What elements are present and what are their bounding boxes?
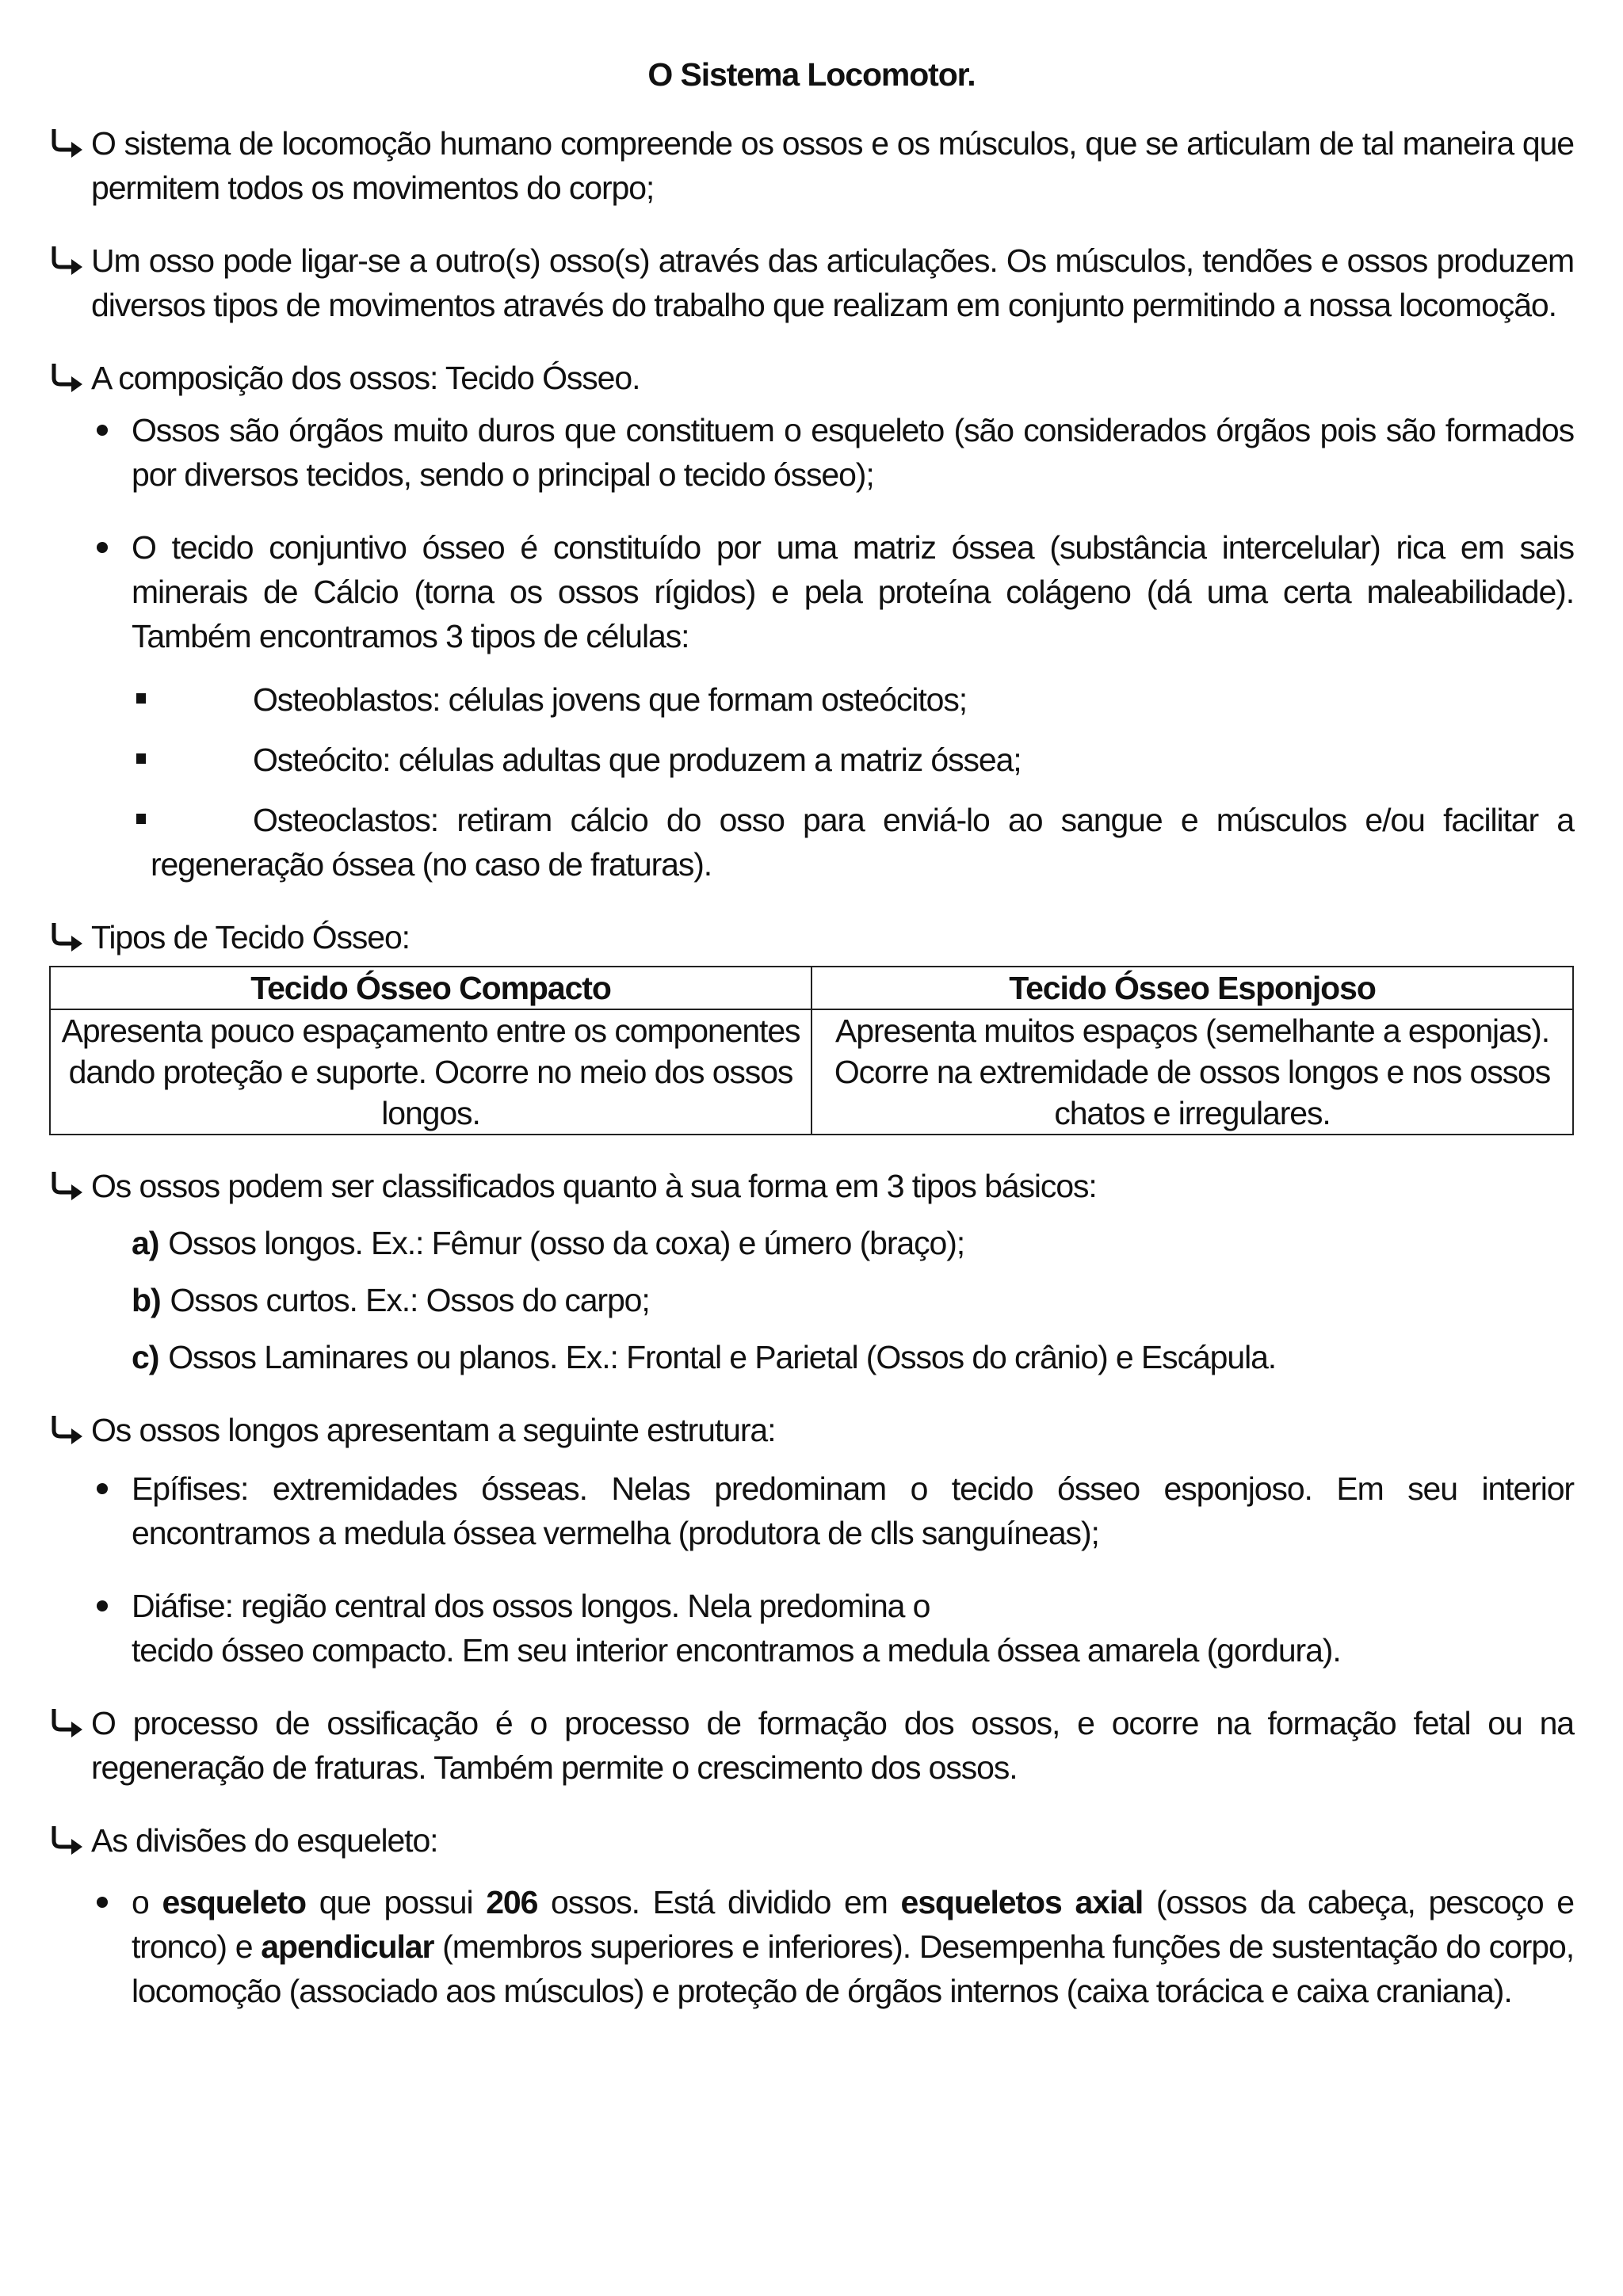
tipos-heading-text: Tipos de Tecido Ósseo: (91, 919, 410, 955)
hooked-arrow-icon (49, 238, 87, 283)
list-letter: b) (132, 1282, 161, 1318)
diafise-line-2: tecido ósseo compacto. Em seu interior encontramos a medula óssea amarela (gordura). (132, 1632, 1341, 1669)
page-title: O Sistema Locomotor. (647, 56, 976, 93)
ossificacao-text: O processo de ossificação é o processo de formação dos ossos, e ocorre na formação fetal ou na regeneração de fraturas. Também permite o crescimento dos ossos. (91, 1705, 1574, 1786)
round-bullet-icon (97, 425, 108, 436)
divisoes-bold-axial: esqueletos axial (900, 1884, 1144, 1920)
list-letter: c) (132, 1339, 159, 1375)
divisoes-text-part: ossos. Está dividido em (537, 1884, 901, 1920)
divisoes-text-part: o (132, 1884, 162, 1920)
ossificacao-paragraph (49, 1701, 1574, 1790)
classificacao-heading (49, 1164, 1574, 1208)
hooked-arrow-icon (49, 915, 87, 959)
hooked-arrow-icon (49, 1818, 87, 1863)
divisoes-bullet (49, 1880, 1574, 2013)
celula-text-2: Osteócito: células adultas que produzem a matriz óssea; (253, 742, 1022, 778)
celula-item-2 (49, 738, 1574, 782)
square-bullet-icon (136, 814, 146, 824)
round-bullet-icon (97, 542, 108, 553)
celula-item-3 (49, 798, 1574, 887)
table-header-compacto: Tecido Ósseo Compacto (50, 967, 812, 1009)
round-bullet-icon (97, 1897, 108, 1908)
composicao-bullet-text-1: Ossos são órgãos muito duros que constituem o esqueleto (são considerados órgãos pois são formados por diversos tecidos, sendo o principal o tecido ósseo); (132, 412, 1574, 493)
composicao-heading-text: A composição dos ossos: Tecido Ósseo. (91, 360, 640, 396)
table-row (50, 1009, 1573, 1135)
list-item-text: Ossos Laminares ou planos. Ex.: Frontal e Parietal (Ossos do crânio) e Escápula. (168, 1339, 1277, 1375)
divisoes-heading (49, 1818, 1574, 1863)
hooked-arrow-icon (49, 121, 87, 166)
classificacao-heading-text: Os ossos podem ser classificados quanto à sua forma em 3 tipos básicos: (91, 1168, 1097, 1204)
intro-text-2: Um osso pode ligar-se a outro(s) osso(s) através das articulações. Os músculos, tendões e ossos produzem diversos tipos de movimentos através do trabalho que realizam em conjunto permitindo a nossa locomoção. (91, 242, 1574, 323)
square-bullet-icon (136, 753, 146, 764)
hooked-arrow-icon (49, 356, 87, 400)
estrutura-bullet-diafise (49, 1584, 1574, 1672)
round-bullet-icon (97, 1483, 108, 1494)
round-bullet-icon (97, 1600, 108, 1611)
list-letter: a) (132, 1225, 159, 1261)
table-header-row (50, 967, 1573, 1009)
celula-item-1 (49, 677, 1574, 722)
tecido-osseo-table (49, 966, 1574, 1135)
divisoes-bold-206: 206 (486, 1884, 538, 1920)
tipos-heading (49, 915, 1574, 959)
divisoes-bold-esqueleto: esqueleto (162, 1884, 306, 1920)
estrutura-bullet-epifises (49, 1466, 1574, 1555)
divisoes-text-part: que possui (305, 1884, 487, 1920)
divisoes-heading-text: As divisões do esqueleto: (91, 1822, 438, 1859)
hooked-arrow-icon (49, 1408, 87, 1452)
divisoes-bold-apendicular: apendicular (261, 1928, 434, 1965)
composicao-heading (49, 356, 1574, 400)
square-bullet-icon (136, 693, 146, 704)
estrutura-heading (49, 1408, 1574, 1452)
celula-text-3: Osteoclastos: retiram cálcio do osso para enviá-lo ao sangue e músculos e/ou facilitar a regeneração óssea (no caso de fraturas). (151, 802, 1574, 883)
table-cell-compacto: Apresenta pouco espaçamento entre os componentes dando proteção e suporte. Ocorre no meio dos ossos longos. (50, 1009, 812, 1135)
intro-paragraph-1 (49, 121, 1574, 210)
classificacao-item-c (49, 1335, 1574, 1379)
celula-text-1: Osteoblastos: células jovens que formam osteócitos; (253, 681, 968, 718)
estrutura-heading-text: Os ossos longos apresentam a seguinte estrutura: (91, 1412, 776, 1448)
composicao-bullet-2 (49, 525, 1574, 658)
hooked-arrow-icon (49, 1164, 87, 1208)
list-item-text: Ossos longos. Ex.: Fêmur (osso da coxa) e úmero (braço); (168, 1225, 965, 1261)
list-item-text: Ossos curtos. Ex.: Ossos do carpo; (170, 1282, 650, 1318)
composicao-bullet-1 (49, 408, 1574, 497)
epifises-text: Epífises: extremidades ósseas. Nelas predominam o tecido ósseo esponjoso. Em seu interior encontramos a medula óssea vermelha (produtora de clls sanguíneas); (132, 1470, 1574, 1551)
divisoes-text-part: (ossos da cabeça, pescoço e tronco) e (132, 1884, 1574, 1965)
hooked-arrow-icon (49, 1701, 87, 1745)
table-cell-esponjoso: Apresenta muitos espaços (semelhante a esponjas). Ocorre na extremidade de ossos longos e nos ossos chatos e irregulares. (812, 1009, 1573, 1135)
classificacao-item-a (49, 1221, 1574, 1265)
composicao-bullet-text-2: O tecido conjuntivo ósseo é constituído por uma matriz óssea (substância intercelular) rica em sais minerais de Cálcio (torna os ossos rígidos) e pela proteína colágeno (dá uma certa maleabilidade). Também encontramos 3 tipos de células: (132, 529, 1574, 654)
classificacao-item-b (49, 1278, 1574, 1322)
table-header-esponjoso: Tecido Ósseo Esponjoso (812, 967, 1573, 1009)
intro-text-1: O sistema de locomoção humano compreende os ossos e os músculos, que se articulam de tal maneira que permitem todos os movimentos do corpo; (91, 125, 1574, 206)
intro-paragraph-2 (49, 238, 1574, 327)
divisoes-text-part: (membros superiores e inferiores). Desempenha funções de sustentação do corpo, locomoção (associado aos músculos) e proteção de órgãos internos (caixa torácica e caixa craniana). (132, 1928, 1574, 2009)
diafise-line-1: Diáfise: região central dos ossos longos. Nela predomina o (132, 1588, 930, 1624)
